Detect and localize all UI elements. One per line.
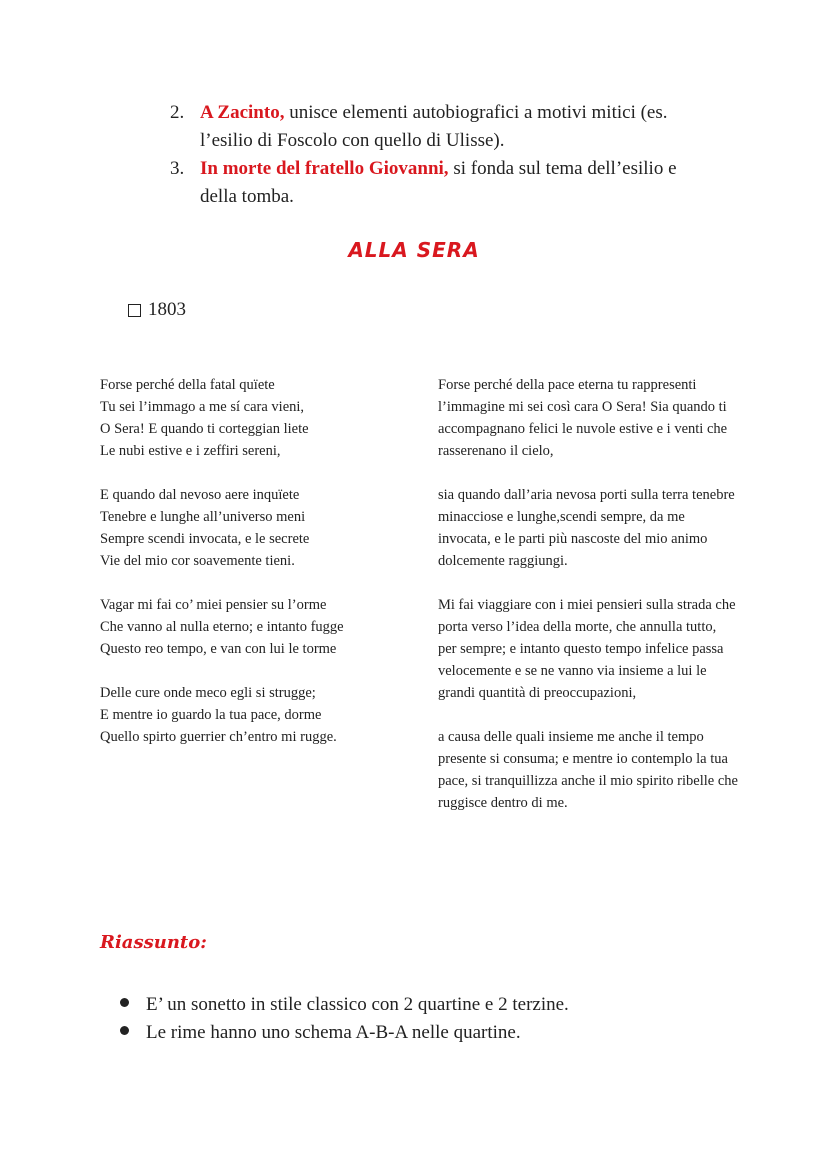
paraphrase-paragraph: Forse perché della pace eterna tu rappresenti l’immagine mi sei così cara O Sera! Sia quando ti accompagnano felici le nuvole estive e i venti che rasserenano il cielo, xyxy=(438,377,728,459)
list-number: 2. xyxy=(170,102,185,123)
list-item xyxy=(170,99,770,155)
list-text: della tomba. xyxy=(200,186,294,207)
work-title-morte-fratello: In morte del fratello Giovanni, xyxy=(200,158,449,179)
poem-line: Questo reo tempo, e van con lui le torme xyxy=(100,641,337,657)
bullet-text: E’ un sonetto in stile classico con 2 quartine e 2 terzine. xyxy=(146,994,569,1015)
poem-line: Quello spirto guerrier ch’entro mi rugge. xyxy=(100,729,337,745)
bullet-icon xyxy=(120,998,129,1007)
bullet-text: Le rime hanno uno schema A-B-A nelle quartine. xyxy=(146,1022,521,1043)
poem-paraphrase xyxy=(438,374,738,836)
list-item xyxy=(170,155,770,211)
poem-original xyxy=(100,374,420,770)
paraphrase-paragraph: sia quando dall’aria nevosa porti sulla terra tenebre minacciose e lunghe,scendi sempre, da me invocata, e le parti più nascoste del mio animo dolcemente raggiungi. xyxy=(438,487,735,569)
numbered-list xyxy=(170,99,770,211)
poem-line: E quando dal nevoso aere inquïete xyxy=(100,487,300,503)
poem-line: Le nubi estive e i zeffiri sereni, xyxy=(100,443,281,459)
poem-line: Che vanno al nulla eterno; e intanto fugge xyxy=(100,619,344,635)
stanza xyxy=(100,484,420,572)
stanza xyxy=(100,682,420,748)
poem-line: Delle cure onde meco egli si strugge; xyxy=(100,685,316,701)
poem-line: E mentre io guardo la tua pace, dorme xyxy=(100,707,322,723)
poem-line: Forse perché della fatal quïete xyxy=(100,377,275,393)
summary-list xyxy=(120,991,569,1047)
year-item xyxy=(128,299,186,321)
checkbox-icon xyxy=(128,304,141,317)
poem-line: Tu sei l’immago a me sí cara vieni, xyxy=(100,399,305,415)
poem-line: O Sera! E quando ti corteggian liete xyxy=(100,421,309,437)
poem-line: Tenebre e lunghe all’universo meni xyxy=(100,509,306,525)
list-item xyxy=(120,991,569,1019)
list-text: l’esilio di Foscolo con quello di Ulisse). xyxy=(200,130,505,151)
summary-heading: Riassunto: xyxy=(100,932,207,953)
stanza xyxy=(100,374,420,462)
bullet-icon xyxy=(120,1026,129,1035)
list-number: 3. xyxy=(170,158,185,179)
paraphrase-paragraph: Mi fai viaggiare con i miei pensieri sulla strada che porta verso l’idea della morte, che annulla tutto, per sempre; e intanto questo tempo infelice passa velocemente e se ne vanno via insieme a lui le grandi quantità di preoccupazioni, xyxy=(438,597,736,701)
list-item xyxy=(120,1019,569,1047)
work-title-zacinto: A Zacinto, xyxy=(200,102,285,123)
poem-line: Vie del mio cor soavemente tieni. xyxy=(100,553,295,569)
stanza xyxy=(100,594,420,660)
list-text: unisce elementi autobiografici a motivi mitici (es. xyxy=(284,102,668,123)
year-text: 1803 xyxy=(148,299,186,320)
poem-line: Vagar mi fai co’ miei pensier su l’orme xyxy=(100,597,327,613)
paraphrase-paragraph: a causa delle quali insieme me anche il tempo presente si consuma; e mentre io contemplo la tua pace, si tranquillizza anche il mio spirito ribelle che ruggisce dentro di me. xyxy=(438,729,738,811)
poem-title: ALLA SERA xyxy=(348,238,480,262)
poem-line: Sempre scendi invocata, e le secrete xyxy=(100,531,310,547)
list-text: si fonda sul tema dell’esilio e xyxy=(448,158,677,179)
